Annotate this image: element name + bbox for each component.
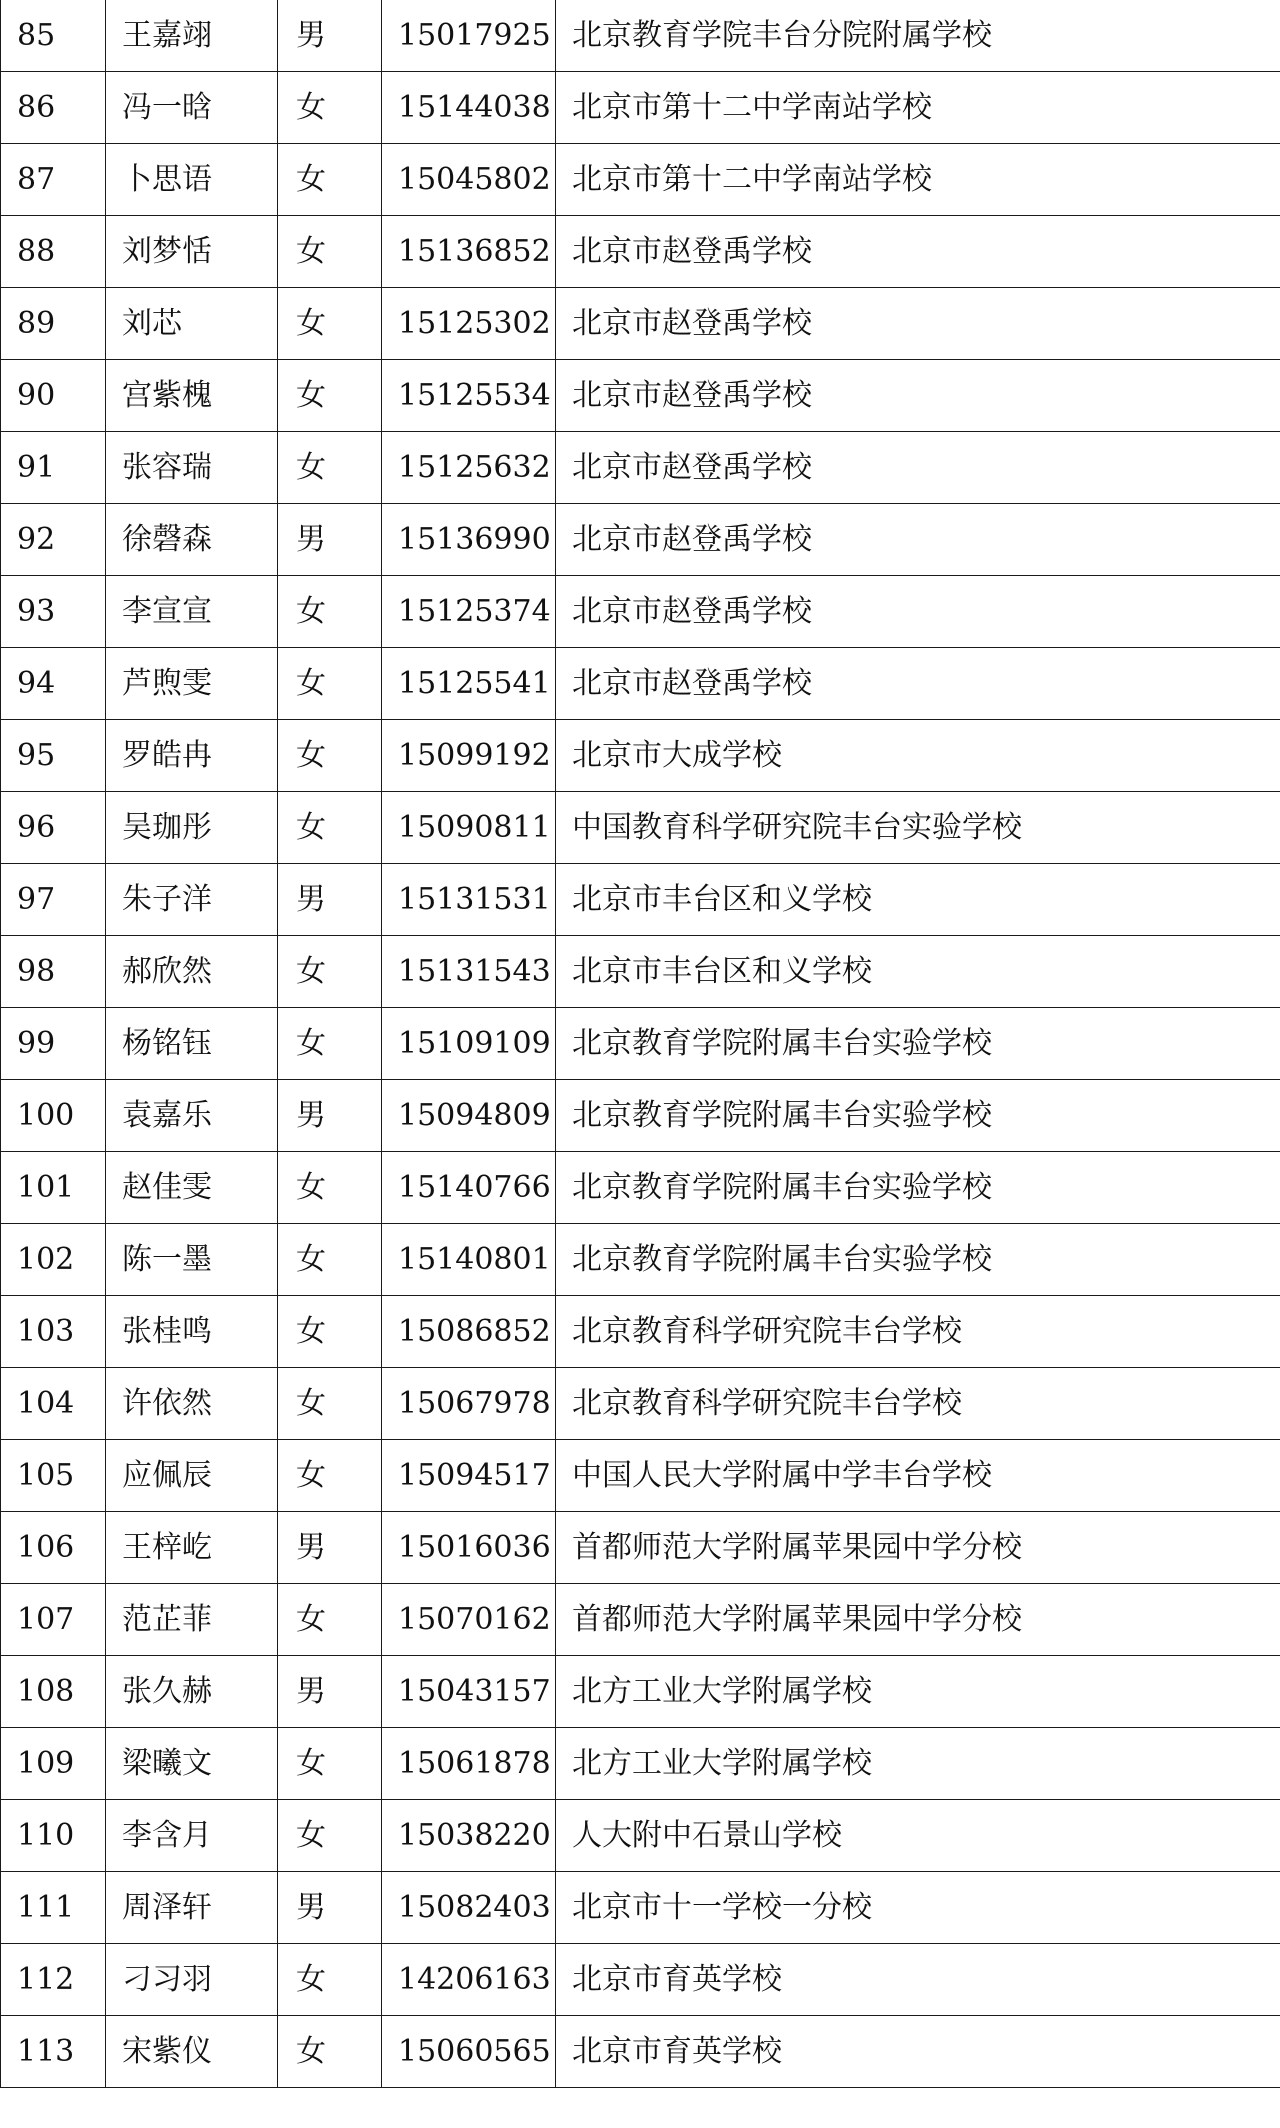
table-row [1,1800,1280,1872]
student-name-cell: 杨铭钰 [106,1008,278,1080]
row-number-cell: 111 [1,1872,106,1944]
row-number-cell: 89 [1,288,106,360]
student-id-cell: 15125632 [382,432,556,504]
school-name-cell: 首都师范大学附属苹果园中学分校 [556,1584,1280,1656]
row-number-cell: 87 [1,144,106,216]
gender-cell: 女 [278,288,382,360]
student-id-cell: 15131543 [382,936,556,1008]
student-id-cell: 15125374 [382,576,556,648]
gender-cell: 女 [278,1368,382,1440]
student-name-cell: 宫紫槐 [106,360,278,432]
student-id-cell: 15061878 [382,1728,556,1800]
student-id-cell: 15016036 [382,1512,556,1584]
gender-cell: 女 [278,936,382,1008]
table-row [1,1656,1280,1728]
table-row [1,72,1280,144]
student-id-cell: 15109109 [382,1008,556,1080]
gender-cell: 女 [278,1800,382,1872]
table-row [1,936,1280,1008]
row-number-cell: 92 [1,504,106,576]
table-row [1,1080,1280,1152]
gender-cell: 女 [278,360,382,432]
student-name-cell: 刘芯 [106,288,278,360]
student-name-cell: 王嘉翊 [106,0,278,72]
table-row [1,792,1280,864]
student-name-cell: 李宣宣 [106,576,278,648]
student-id-cell: 15043157 [382,1656,556,1728]
gender-cell: 男 [278,1656,382,1728]
student-name-cell: 冯一晗 [106,72,278,144]
gender-cell: 女 [278,576,382,648]
school-name-cell: 北方工业大学附属学校 [556,1728,1280,1800]
row-number-cell: 113 [1,2016,106,2088]
gender-cell: 女 [278,216,382,288]
table-row [1,1584,1280,1656]
student-name-cell: 范芷菲 [106,1584,278,1656]
school-name-cell: 中国人民大学附属中学丰台学校 [556,1440,1280,1512]
school-name-cell: 首都师范大学附属苹果园中学分校 [556,1512,1280,1584]
student-name-cell: 周泽轩 [106,1872,278,1944]
row-number-cell: 95 [1,720,106,792]
gender-cell: 男 [278,1872,382,1944]
table-row [1,1368,1280,1440]
row-number-cell: 98 [1,936,106,1008]
school-name-cell: 北京市育英学校 [556,2016,1280,2088]
student-id-cell: 15140766 [382,1152,556,1224]
student-name-cell: 罗皓冉 [106,720,278,792]
table-row [1,288,1280,360]
student-id-cell: 15060565 [382,2016,556,2088]
gender-cell: 男 [278,1512,382,1584]
table-row [1,648,1280,720]
student-id-cell: 15144038 [382,72,556,144]
student-name-cell: 王梓屹 [106,1512,278,1584]
gender-cell: 男 [278,504,382,576]
row-number-cell: 109 [1,1728,106,1800]
student-id-cell: 15136852 [382,216,556,288]
row-number-cell: 108 [1,1656,106,1728]
student-name-cell: 徐磬森 [106,504,278,576]
gender-cell: 女 [278,720,382,792]
table-row [1,1512,1280,1584]
school-name-cell: 北京市赵登禹学校 [556,360,1280,432]
school-name-cell: 北京市丰台区和义学校 [556,936,1280,1008]
gender-cell: 女 [278,432,382,504]
student-id-cell: 15086852 [382,1296,556,1368]
student-id-cell: 15045802 [382,144,556,216]
student-id-cell: 15125541 [382,648,556,720]
table-row [1,864,1280,936]
student-id-cell: 15094517 [382,1440,556,1512]
table-row [1,0,1280,72]
gender-cell: 女 [278,1440,382,1512]
student-id-cell: 15125302 [382,288,556,360]
table-row [1,504,1280,576]
school-name-cell: 北京市赵登禹学校 [556,504,1280,576]
row-number-cell: 112 [1,1944,106,2016]
row-number-cell: 100 [1,1080,106,1152]
student-id-cell: 15131531 [382,864,556,936]
gender-cell: 女 [278,648,382,720]
table-row [1,1296,1280,1368]
student-name-cell: 梁曦文 [106,1728,278,1800]
table-row [1,1224,1280,1296]
student-name-cell: 朱子洋 [106,864,278,936]
student-name-cell: 刘梦恬 [106,216,278,288]
gender-cell: 女 [278,792,382,864]
student-id-cell: 15082403 [382,1872,556,1944]
student-id-cell: 15017925 [382,0,556,72]
school-name-cell: 北京市第十二中学南站学校 [556,72,1280,144]
student-name-cell: 刁习羽 [106,1944,278,2016]
table-row [1,144,1280,216]
gender-cell: 男 [278,0,382,72]
table-row [1,1728,1280,1800]
student-name-cell: 郝欣然 [106,936,278,1008]
school-name-cell: 北京市育英学校 [556,1944,1280,2016]
table-row [1,216,1280,288]
gender-cell: 女 [278,1728,382,1800]
table-row [1,2016,1280,2088]
student-id-cell: 15140801 [382,1224,556,1296]
school-name-cell: 北京教育科学研究院丰台学校 [556,1296,1280,1368]
school-name-cell: 北京教育学院丰台分院附属学校 [556,0,1280,72]
row-number-cell: 103 [1,1296,106,1368]
row-number-cell: 91 [1,432,106,504]
gender-cell: 女 [278,1152,382,1224]
student-name-cell: 袁嘉乐 [106,1080,278,1152]
row-number-cell: 102 [1,1224,106,1296]
row-number-cell: 99 [1,1008,106,1080]
table-row [1,360,1280,432]
student-id-cell: 15094809 [382,1080,556,1152]
school-name-cell: 北京市十一学校一分校 [556,1872,1280,1944]
student-name-cell: 李含月 [106,1800,278,1872]
student-id-cell: 15099192 [382,720,556,792]
student-name-cell: 张容瑞 [106,432,278,504]
student-id-cell: 15136990 [382,504,556,576]
student-id-cell: 15125534 [382,360,556,432]
student-name-cell: 赵佳雯 [106,1152,278,1224]
table-row [1,720,1280,792]
school-name-cell: 北京市丰台区和义学校 [556,864,1280,936]
student-name-cell: 应佩辰 [106,1440,278,1512]
row-number-cell: 101 [1,1152,106,1224]
student-name-cell: 卜思语 [106,144,278,216]
table-row [1,1008,1280,1080]
row-number-cell: 107 [1,1584,106,1656]
gender-cell: 女 [278,2016,382,2088]
row-number-cell: 105 [1,1440,106,1512]
table-row [1,1152,1280,1224]
row-number-cell: 90 [1,360,106,432]
student-name-cell: 宋紫仪 [106,2016,278,2088]
gender-cell: 女 [278,1944,382,2016]
row-number-cell: 93 [1,576,106,648]
school-name-cell: 北京教育学院附属丰台实验学校 [556,1224,1280,1296]
student-name-cell: 张久赫 [106,1656,278,1728]
school-name-cell: 北京市赵登禹学校 [556,288,1280,360]
row-number-cell: 104 [1,1368,106,1440]
gender-cell: 女 [278,1224,382,1296]
row-number-cell: 86 [1,72,106,144]
gender-cell: 男 [278,864,382,936]
school-name-cell: 北京市赵登禹学校 [556,648,1280,720]
school-name-cell: 北京市赵登禹学校 [556,576,1280,648]
student-name-cell: 陈一墨 [106,1224,278,1296]
school-name-cell: 北京市赵登禹学校 [556,216,1280,288]
student-name-cell: 芦煦雯 [106,648,278,720]
table-row [1,576,1280,648]
roster-table-body [1,0,1280,2088]
school-name-cell: 中国教育科学研究院丰台实验学校 [556,792,1280,864]
gender-cell: 女 [278,1584,382,1656]
student-name-cell: 吴珈彤 [106,792,278,864]
table-row [1,1872,1280,1944]
school-name-cell: 北京教育学院附属丰台实验学校 [556,1080,1280,1152]
school-name-cell: 人大附中石景山学校 [556,1800,1280,1872]
row-number-cell: 97 [1,864,106,936]
gender-cell: 男 [278,1080,382,1152]
gender-cell: 女 [278,72,382,144]
student-id-cell: 15090811 [382,792,556,864]
table-row [1,1440,1280,1512]
school-name-cell: 北京市赵登禹学校 [556,432,1280,504]
school-name-cell: 北京教育科学研究院丰台学校 [556,1368,1280,1440]
row-number-cell: 85 [1,0,106,72]
table-row [1,432,1280,504]
gender-cell: 女 [278,1296,382,1368]
gender-cell: 女 [278,1008,382,1080]
student-name-cell: 许依然 [106,1368,278,1440]
school-name-cell: 北京教育学院附属丰台实验学校 [556,1008,1280,1080]
gender-cell: 女 [278,144,382,216]
row-number-cell: 96 [1,792,106,864]
student-id-cell: 15067978 [382,1368,556,1440]
school-name-cell: 北京市第十二中学南站学校 [556,144,1280,216]
school-name-cell: 北京教育学院附属丰台实验学校 [556,1152,1280,1224]
row-number-cell: 106 [1,1512,106,1584]
table-row [1,1944,1280,2016]
row-number-cell: 88 [1,216,106,288]
school-name-cell: 北方工业大学附属学校 [556,1656,1280,1728]
student-id-cell: 15070162 [382,1584,556,1656]
student-id-cell: 14206163 [382,1944,556,2016]
student-name-cell: 张桂鸣 [106,1296,278,1368]
row-number-cell: 110 [1,1800,106,1872]
student-id-cell: 15038220 [382,1800,556,1872]
school-name-cell: 北京市大成学校 [556,720,1280,792]
row-number-cell: 94 [1,648,106,720]
